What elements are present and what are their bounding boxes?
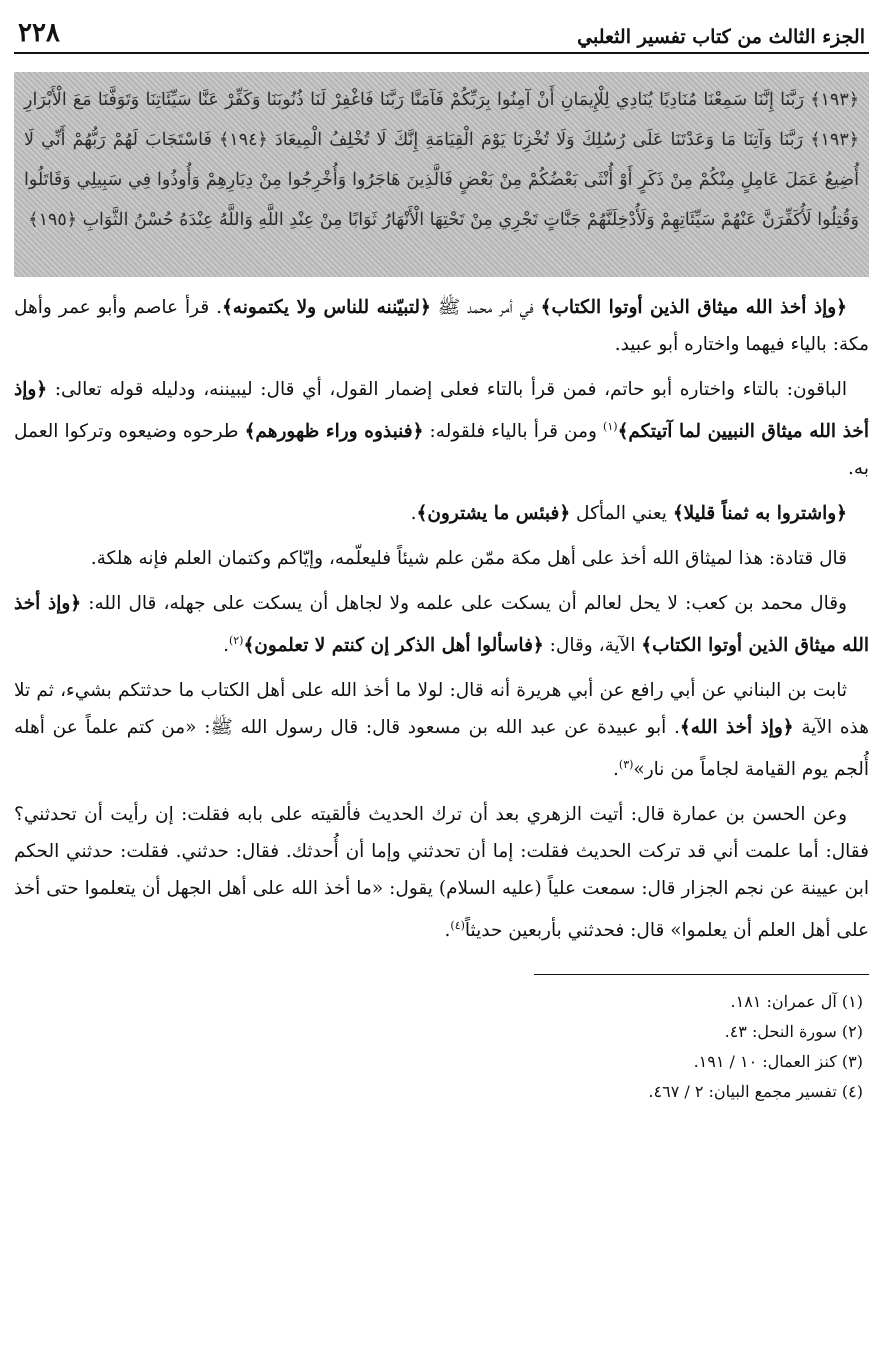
paragraph-text: ومن قرأ بالياء فلقوله: xyxy=(423,421,604,443)
page xyxy=(14,12,869,1107)
footnote-ref[interactable]: (٣) xyxy=(618,758,634,772)
paragraph xyxy=(14,371,869,487)
paragraph-text: طرحوه وضيعوه وتركوا العمل به. xyxy=(14,421,869,480)
paragraph-text: الباقون: بالتاء واختاره أبو حاتم، فمن قرأ بالتاء فعلى إضمار القول، أي قال: ليبيننه، ودليله قوله تعالى: xyxy=(47,379,847,400)
paragraph xyxy=(14,495,869,532)
page-header xyxy=(14,12,869,54)
quran-quote: ﴿فبئس ما يشترون﴾ xyxy=(416,503,571,525)
paragraph-text: . xyxy=(223,635,229,657)
paragraph xyxy=(14,585,869,664)
quran-quote: ﴿وإذ أخذ الله ميثاق النبيين لما آتيتكم﴾ xyxy=(14,379,869,443)
paragraph-text: . xyxy=(444,920,451,942)
paragraph-text: ثابت بن البناني عن أبي رافع عن أبي هريرة أنه قال: لولا ما أخذ الله على أهل الكتاب ما حدثتكم بشيء، ثم تلا هذه الآية xyxy=(14,680,869,739)
footnote: (٤) تفسير مجمع البيان: ٢ / ٤٦٧. xyxy=(648,1081,863,1101)
footnote: (٣) كنز العمال: ١٠ / ١٩١. xyxy=(693,1051,863,1071)
paragraph-text: يعني المأكل xyxy=(570,503,673,525)
footnote-ref[interactable]: (٤) xyxy=(450,919,465,933)
paragraph-text: . قرأ عاصم وأبو عمر وأهل مكة: بالياء فيهما واختاره أبو عبيد. xyxy=(14,297,869,355)
paragraph-text: . xyxy=(410,503,417,525)
quran-quote: ﴿وإذ أخذ الله ميثاق الذين أوتوا الكتاب﴾ xyxy=(540,297,847,318)
paragraph-text: . xyxy=(613,759,619,781)
footnote-ref[interactable]: (٢) xyxy=(228,634,244,648)
page-number: ٢٢٨ xyxy=(18,18,60,48)
running-title: الجزء الثالث من كتاب تفسير الثعلبي xyxy=(577,26,865,48)
body-text xyxy=(14,289,869,950)
quran-quote: ﴿فاسألوا أهل الذكر إن كنتم لا تعلمون﴾ xyxy=(243,635,544,657)
paragraph-text: وعن الحسن بن عمارة قال: أتيت الزهري بعد أن ترك الحديث فألقيته على بابه فقلت: إن رأيت أن تحدثني؟ فقال: أما علمت أني قد تركت الحديث فقلت: إما أن تحدثني وإما أن أُحدثك. فقال: حدثني. فقلت: حدثني الحكم ابن عيينة عن نجم الجزار قال: سمعت علياً (عليه السلام) يقول: «ما أخذ الله على أهل الجهل أن يتعلموا حتى أخذ على أهل العلم أن يعلموا» قال: فحدثني بأربعين حديثاً xyxy=(14,804,869,942)
paragraph-text: في أمر محمد ﷺ xyxy=(430,297,541,318)
paragraph-text: الآية، وقال: xyxy=(543,635,642,657)
paragraph-text: . أبو عبيدة عن عبد الله بن مسعود قال: قال رسول الله ﷺ: «من كتم علماً عن أهله أُلجم يوم القيامة لجاماً من نار» xyxy=(14,717,869,781)
paragraph-text: قال قتادة: هذا لميثاق الله أخذ على أهل مكة ممّن علم شيئاً فليعلّمه، وإيّاكم وكتمان العلم فإنه هلكة. xyxy=(90,548,847,570)
footnote: (٢) سورة النحل: ٤٣. xyxy=(724,1021,863,1041)
quran-quote: ﴿واشتروا به ثمناً قليلا﴾ xyxy=(672,503,847,525)
footnote-ref[interactable]: (١) xyxy=(603,420,618,433)
paragraph xyxy=(14,289,869,363)
paragraph xyxy=(14,540,869,577)
quran-quote: ﴿فنبذوه وراء ظهورهم﴾ xyxy=(244,421,424,443)
quran-quote: ﴿لتبيّننه للناس ولا يكتمونه﴾ xyxy=(221,297,431,318)
quran-quote: ﴿وإذ أخذ الله ميثاق الذين أوتوا الكتاب﴾ xyxy=(14,593,869,657)
footnote-divider xyxy=(534,974,869,975)
quran-passage-text: ﴿١٩٣﴾ رَبَّنَا إِنَّنَا سَمِعْنَا مُنَادِيًا يُنَادِي لِلْإِيمَانِ أَنْ آمِنُوا بِرَبِّكُمْ فَآمَنَّا رَبَّنَا فَاغْفِرْ لَنَا ذُنُوبَنَا وَكَفِّرْ عَنَّا سَيِّئَاتِنَا وَتَوَفَّنَا مَعَ الْأَبْرَارِ ﴿١٩٣﴾ رَبَّنَا وَآتِنَا مَا وَعَدْتَنَا عَلَى رُسُلِكَ وَلَا تُخْزِنَا يَوْمَ الْقِيَامَةِ إِنَّكَ لَا تُخْلِفُ الْمِيعَادَ ﴿١٩٤﴾ فَاسْتَجَابَ لَهُمْ رَبُّهُمْ أَنِّي لَا أُضِيعُ عَمَلَ عَامِلٍ مِنْكُمْ مِنْ ذَكَرٍ أَوْ أُنْثَى بَعْضُكُمْ مِنْ بَعْضٍ فَالَّذِينَ هَاجَرُوا وَأُخْرِجُوا مِنْ دِيَارِهِمْ وَأُوذُوا فِي سَبِيلِي وَقَاتَلُوا وَقُتِلُوا لَأُكَفِّرَنَّ عَنْهُمْ سَيِّئَاتِهِمْ وَلَأُدْخِلَنَّهُمْ جَنَّاتٍ تَجْرِي مِنْ تَحْتِهَا الْأَنْهَارُ ثَوَابًا مِنْ عِنْدِ اللَّهِ وَاللَّهُ عِنْدَهُ حُسْنُ الثَّوَابِ ﴿١٩٥﴾ xyxy=(24,90,859,230)
footnote: (١) آل عمران: ١٨١. xyxy=(730,991,863,1011)
quran-passage-box xyxy=(14,72,869,277)
paragraph xyxy=(14,672,869,788)
paragraph-text: وقال محمد بن كعب: لا يحل لعالم أن يسكت على علمه ولا لجاهل أن يسكت على جهله، قال الله: xyxy=(81,593,847,615)
footnotes xyxy=(14,987,869,1107)
paragraph xyxy=(14,796,869,949)
quran-quote: ﴿وإذ أخذ الله﴾ xyxy=(679,717,794,739)
